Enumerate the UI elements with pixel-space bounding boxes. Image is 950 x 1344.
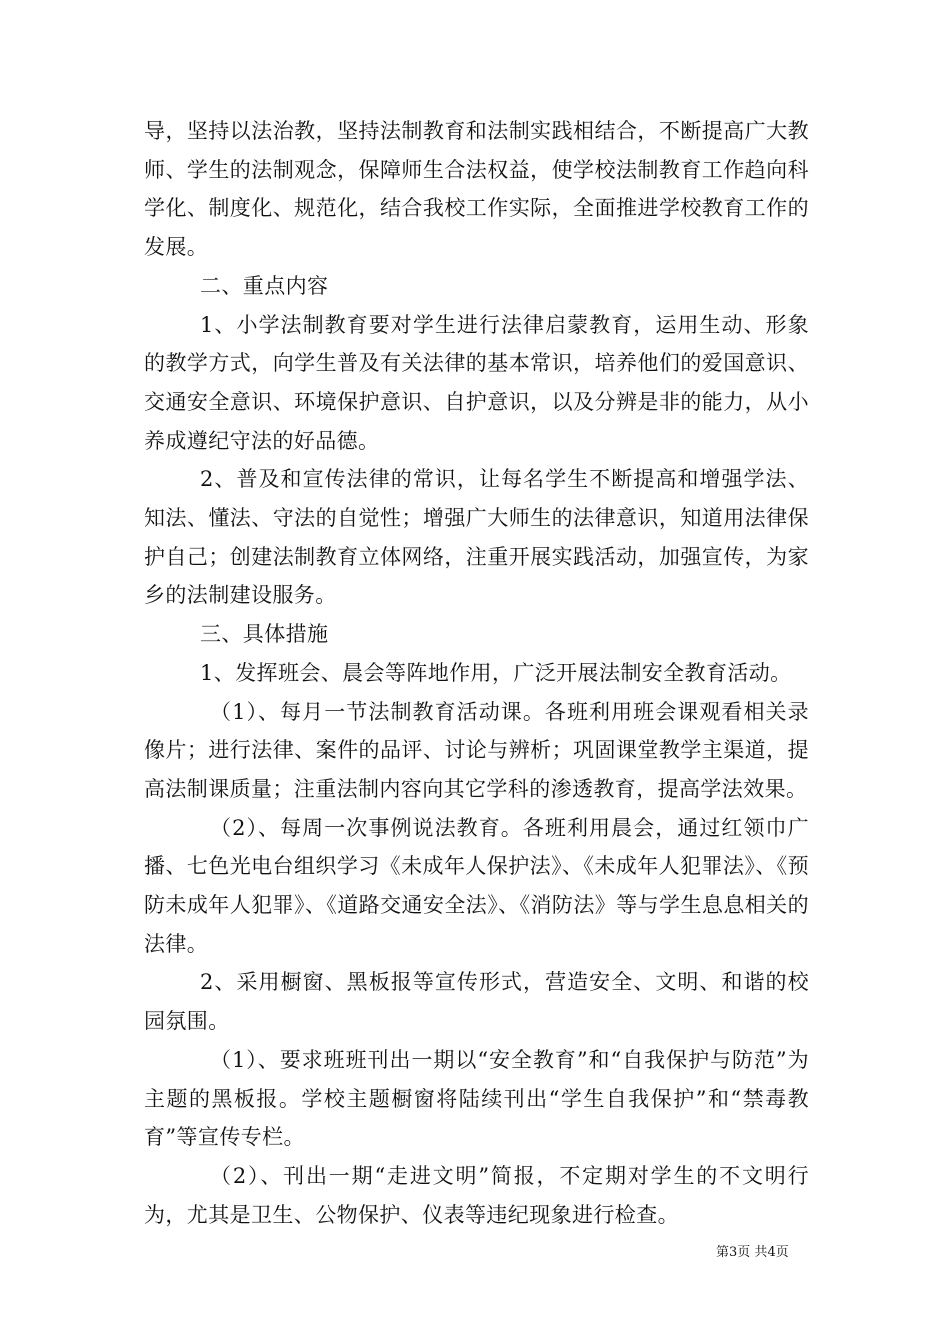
paragraph-measure-2: 2、采用橱窗、黑板报等宣传形式，营造安全、文明、和谐的校园氛围。 xyxy=(144,970,809,1034)
paragraph-measure-1-2: （2）、每周一次事例说法教育。各班利用晨会，通过红领巾广播、七色光电台组织学习《未成年人保护法》、《未成年人犯罪法》、《预防未成年人犯罪》、《道路交通安全法》、《消防法》等与学生息息相关的法律。 xyxy=(144,815,809,956)
section-heading-key-content: 二、重点内容 xyxy=(200,273,329,298)
document-body xyxy=(144,112,809,1234)
paragraph-measure-2-1: （1）、要求班班刊出一期以“安全教育”和“自我保护与防范”为主题的黑板报。学校主题橱窗将陆续刊出“学生自我保护”和“禁毒教育”等宣传专栏。 xyxy=(144,1047,809,1150)
page-number-footer xyxy=(716,1245,789,1261)
paragraph-key-content-2: 2、普及和宣传法律的常识，让每名学生不断提高和增强学法、知法、懂法、守法的自觉性；增强广大师生的法律意识，知道用法律保护自己；创建法制教育立体网络，注重开展实践活动，加强宣传，为家乡的法制建设服务。 xyxy=(144,467,809,608)
paragraph-measure-1-1: （1）、每月一节法制教育活动课。各班利用班会课观看相关录像片；进行法律、案件的品评、讨论与辨析；巩固课堂教学主渠道，提高法制课质量；注重法制内容向其它学科的渗透教育，提高学法效果。 xyxy=(144,699,809,801)
page-end: 页 xyxy=(775,1245,789,1260)
paragraph-measure-1: 1、发挥班会、晨会等阵地作用，广泛开展法制安全教育活动。 xyxy=(200,660,792,685)
page-mid: 页 共 xyxy=(737,1245,768,1260)
page-total: 4 xyxy=(767,1245,776,1260)
page-label: 第 xyxy=(716,1245,730,1260)
paragraph-key-content-1: 1、小学法制教育要对学生进行法律启蒙教育，运用生动、形象的教学方式，向学生普及有关法律的基本常识，培养他们的爱国意识、交通安全意识、环境保护意识、自护意识，以及分辨是非的能力，从小养成遵纪守法的好品德。 xyxy=(144,312,809,453)
paragraph-intro-continued: 导，坚持以法治教，坚持法制教育和法制实践相结合，不断提高广大教师、学生的法制观念，保障师生合法权益，使学校法制教育工作趋向科学化、制度化、规范化，结合我校工作实际，全面推进学校教育工作的发展。 xyxy=(144,119,809,260)
section-heading-measures: 三、具体措施 xyxy=(200,622,329,647)
page-current: 3 xyxy=(729,1245,738,1260)
paragraph-measure-2-2: （2）、刊出一期“走进文明”简报，不定期对学生的不文明行为，尤其是卫生、公物保护、仪表等违纪现象进行检查。 xyxy=(144,1163,809,1227)
